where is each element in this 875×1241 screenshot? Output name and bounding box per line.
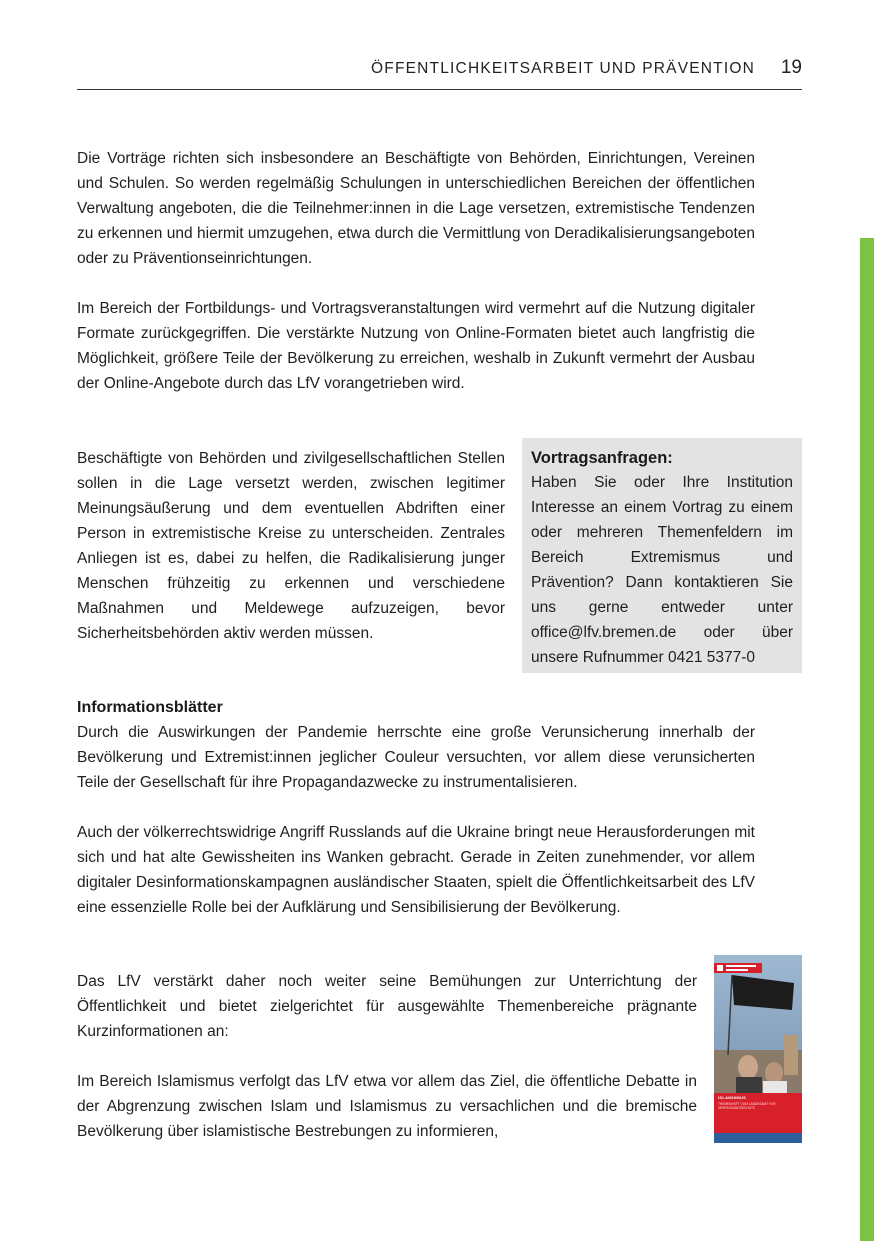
running-header-title: ÖFFENTLICHKEITSARBEIT UND PRÄVENTION bbox=[371, 60, 755, 77]
section-heading-infosheets: Informationsblätter bbox=[77, 699, 223, 716]
paragraph-lectures-audience: Die Vorträge richten sich insbesondere an Beschäftigte von Behörden, Einrichtungen, Vereinen und Schulen. So werden regelmäßig Schulungen in unterschiedlichen Bereichen der öffentlichen Verwaltung angeboten, die die Teilnehmer:innen in die Lage versetzen, extremistische Tendenzen zu erkennen und hiermit umzugehen, etwa durch die Vermittlung von Deradikalisierungsangeboten oder zu Präventionseinrichtungen. bbox=[77, 150, 755, 267]
lecture-requests-box bbox=[522, 438, 802, 673]
accent-side-bar bbox=[860, 238, 874, 1241]
paragraph-pandemic: Durch die Auswirkungen der Pandemie herrschte eine große Verunsicherung innerhalb der Bevölkerung und Extremist:innen jeglicher Couleur versuchten, vor allem diese verunsicherten Teile der Gesellschaft für ihre Propagandazwecke zu instrumentalisieren. bbox=[77, 724, 755, 791]
paragraph-digital-formats: Im Bereich der Fortbildungs- und Vortragsveranstaltungen wird vermehrt auf die Nutzung digitaler Formate zurückgegriffen. Die verstärkte Nutzung von Online-Formaten bietet auch langfristig die Möglichkeit, größere Teile der Bevölkerung zu erreichen, weshalb in Zukunft vermehrt der Ausbau der Online-Angebote durch das LfV vorangetrieben wird. bbox=[77, 300, 755, 392]
page-number: 19 bbox=[780, 57, 802, 78]
paragraph-short-info: Das LfV verstärkt daher noch weiter seine Bemühungen zur Unterrichtung der Öffentlichkeit und bietet zielgerichtet für ausgewählte Themenbereiche prägnante Kurzinformationen an: bbox=[77, 973, 697, 1040]
paragraph-employees-training: Beschäftigte von Behörden und zivilgesellschaftlichen Stellen sollen in die Lage versetzt werden, zwischen legitimer Meinungsäußerung und dem eventuellen Abdriften einer Person in extremistische Kreise zu unterscheiden. Zentrales Anliegen ist es, dabei zu helfen, die Radikalisierung junger Menschen frühzeitig zu erkennen und verschiedene Maßnahmen und Meldewege aufzuzeigen, bevor Sicherheitsbehörden aktiv werden müssen. bbox=[77, 450, 505, 642]
paragraph-ukraine: Auch der völkerrechtswidrige Angriff Russlands auf die Ukraine bringt neue Herausforderungen mit sich und hat alte Gewissheiten ins Wanken gebracht. Gerade in Zeiten zunehmender, vor allem digitaler Desinformationskampagnen ausländischer Staaten, spielt die Öffentlichkeitsarbeit des LfV eine essenzielle Rolle bei der Aufklärung und Sensibilisierung der Bevölkerung. bbox=[77, 824, 755, 916]
lecture-requests-title: Vortragsanfragen: bbox=[531, 449, 673, 467]
header-divider bbox=[77, 89, 802, 90]
brochure-title: ISLAMISMUS bbox=[718, 1095, 747, 1100]
paragraph-islamism: Im Bereich Islamismus verfolgt das LfV etwa vor allem das Ziel, die öffentliche Debatte in der Abgrenzung zwischen Islam und Islamismus zu versachlichen und die bremische Bevölkerung über islamistische Bestrebungen zu informieren, bbox=[77, 1073, 697, 1140]
brochure-subtitle: THEMENHEFT VOM LANDESAMT FÜR VERFASSUNGSSCHUTZ bbox=[718, 1102, 776, 1110]
lecture-requests-text: Haben Sie oder Ihre Institution Interesse an einem Vortrag zu einem oder mehreren Themenfeldern im Bereich Extremismus und Prävention? Dann kontaktieren Sie uns gerne entweder unter office@lfv.bremen.de oder über unsere Rufnummer 0421 5377-0 bbox=[531, 474, 793, 666]
islamism-brochure-cover bbox=[714, 955, 802, 1143]
brochure-photo bbox=[714, 955, 802, 1143]
